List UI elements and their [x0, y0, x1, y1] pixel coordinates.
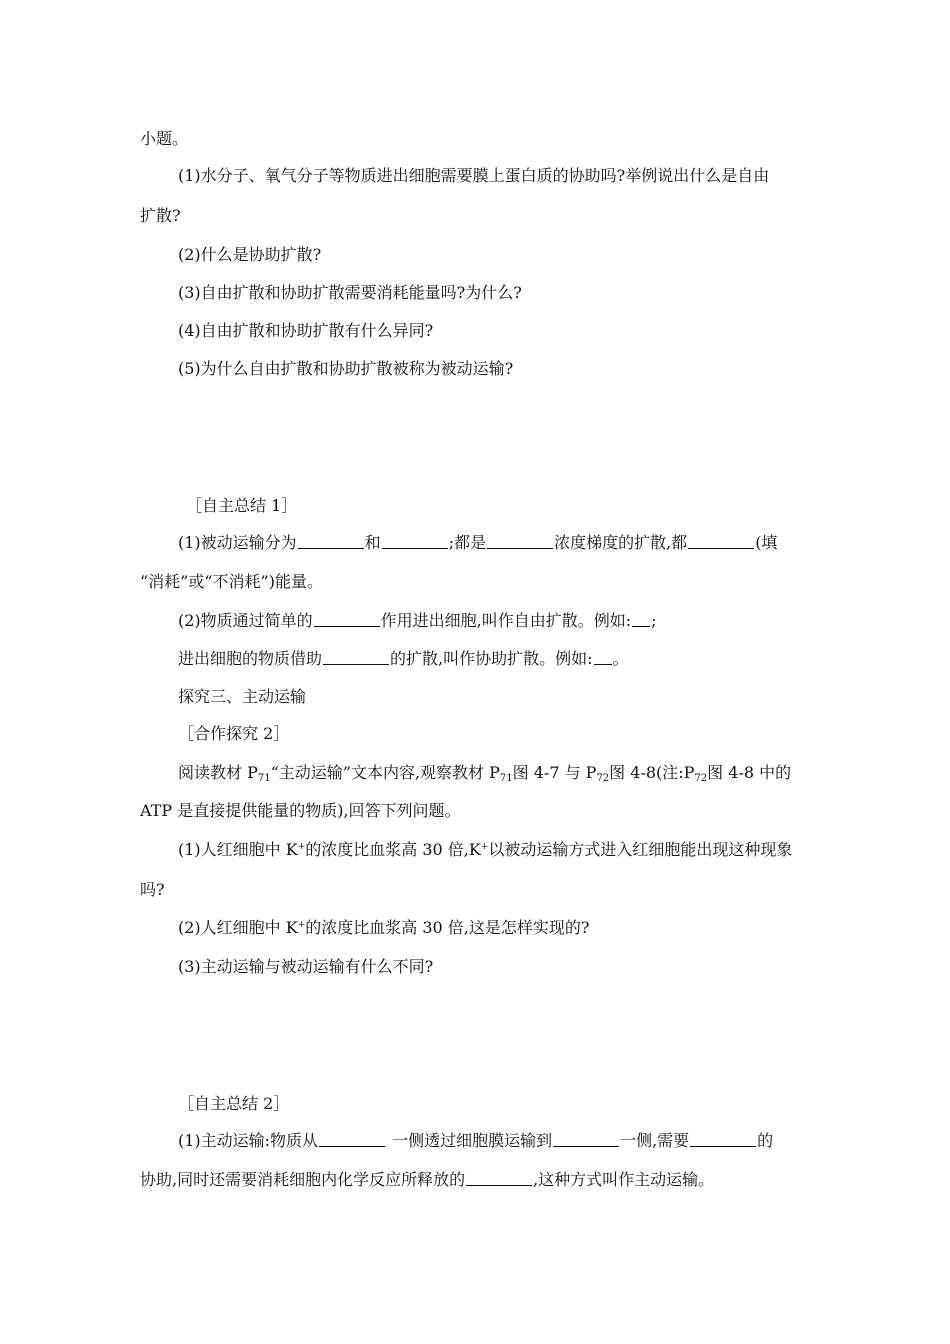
- text-segment: (1)主动运输:物质从: [178, 1131, 319, 1150]
- text-segment: 阅读教材 P: [178, 763, 258, 782]
- section-heading-cooperate-2: ［合作探究 2］: [178, 724, 290, 743]
- text-segment: 作用进出细胞,叫作自由扩散。例如:: [380, 611, 632, 630]
- text-segment: 图 4-8 中的: [707, 763, 792, 782]
- text-segment: 的浓度比血浆高 30 倍,K: [305, 840, 481, 859]
- question-5: (5)为什么自由扩散和协助扩散被称为被动运输?: [178, 359, 514, 378]
- text-segment: (1)人红细胞中 K: [178, 840, 298, 859]
- section-heading-summary-2: ［自主总结 2］: [178, 1094, 290, 1113]
- text-segment: 和: [364, 533, 381, 552]
- text-line: 扩散?: [140, 206, 181, 225]
- fill-in-line: [178, 648, 810, 670]
- text-line: [178, 762, 810, 784]
- superscript: +: [297, 920, 306, 930]
- text-segment: 的扩散,叫作协助扩散。例如:: [390, 649, 593, 668]
- blank[interactable]: [466, 1169, 532, 1186]
- subscript: 71: [499, 773, 513, 784]
- text-segment: ,这种方式叫作主动运输。: [533, 1170, 715, 1189]
- text-segment: 一侧,需要: [620, 1131, 690, 1150]
- question-2: [178, 917, 810, 939]
- text-segment: ;: [651, 611, 657, 630]
- blank[interactable]: [632, 610, 650, 627]
- blank[interactable]: [319, 1130, 385, 1147]
- blank[interactable]: [323, 648, 389, 665]
- text-line: 小题。: [140, 129, 189, 148]
- fill-in-line: [178, 1130, 810, 1152]
- fill-in-line: [140, 1169, 810, 1191]
- blank[interactable]: [688, 532, 754, 549]
- section-heading-summary-1: ［自主总结 1］: [186, 496, 298, 515]
- text-segment: 的浓度比血浆高 30 倍,这是怎样实现的?: [305, 918, 590, 937]
- text-segment: 一侧透过细胞膜运输到: [392, 1131, 553, 1150]
- text-segment: 进出细胞的物质借助: [178, 649, 323, 668]
- text-segment: 。: [612, 649, 629, 668]
- text-segment: 图 4-7 与 P: [512, 763, 597, 782]
- text-segment: 协助,同时还需要消耗细胞内化学反应所释放的: [140, 1170, 466, 1189]
- text-segment: 浓度梯度的扩散,都: [554, 533, 688, 552]
- text-segment: 以被动运输方式进入红细胞能出现这种现象: [488, 840, 793, 859]
- text-segment: 图 4-8(注:P: [609, 763, 695, 782]
- question-1: [178, 839, 810, 861]
- text-segment: (填: [755, 533, 778, 552]
- question-4: (4)自由扩散和协助扩散有什么异同?: [178, 321, 434, 340]
- text-line: ATP 是直接提供能量的物质),回答下列问题。: [140, 801, 461, 820]
- blank[interactable]: [382, 532, 448, 549]
- blank[interactable]: [690, 1130, 756, 1147]
- superscript: +: [480, 842, 489, 852]
- superscript: +: [297, 842, 306, 852]
- blank[interactable]: [298, 532, 364, 549]
- question-1: (1)水分子、氧气分子等物质进出细胞需要膜上蛋白质的协助吗?举例说出什么是自由: [178, 166, 770, 185]
- fill-in-line: [178, 610, 810, 632]
- text-line: “消耗”或“不消耗”)能量。: [140, 572, 323, 591]
- question-3: (3)主动运输与被动运输有什么不同?: [178, 957, 434, 976]
- blank[interactable]: [553, 1130, 619, 1147]
- subscript: 72: [596, 773, 610, 784]
- subscript: 72: [694, 773, 708, 784]
- section-heading-explore-3: 探究三、主动运输: [178, 687, 307, 706]
- text-line: 吗?: [140, 880, 165, 899]
- question-2: (2)什么是协助扩散?: [178, 245, 322, 264]
- text-segment: ;都是: [448, 533, 487, 552]
- text-segment: (1)被动运输分为: [178, 533, 297, 552]
- blank[interactable]: [594, 648, 612, 665]
- text-segment: 的: [757, 1131, 774, 1150]
- text-segment: “主动运输”文本内容,观察教材 P: [270, 763, 500, 782]
- subscript: 71: [257, 773, 271, 784]
- blank[interactable]: [487, 532, 553, 549]
- blank[interactable]: [314, 610, 380, 627]
- fill-in-line: [178, 532, 810, 554]
- text-segment: (2)人红细胞中 K: [178, 918, 298, 937]
- text-segment: (2)物质通过简单的: [178, 611, 313, 630]
- question-3: (3)自由扩散和协助扩散需要消耗能量吗?为什么?: [178, 283, 522, 302]
